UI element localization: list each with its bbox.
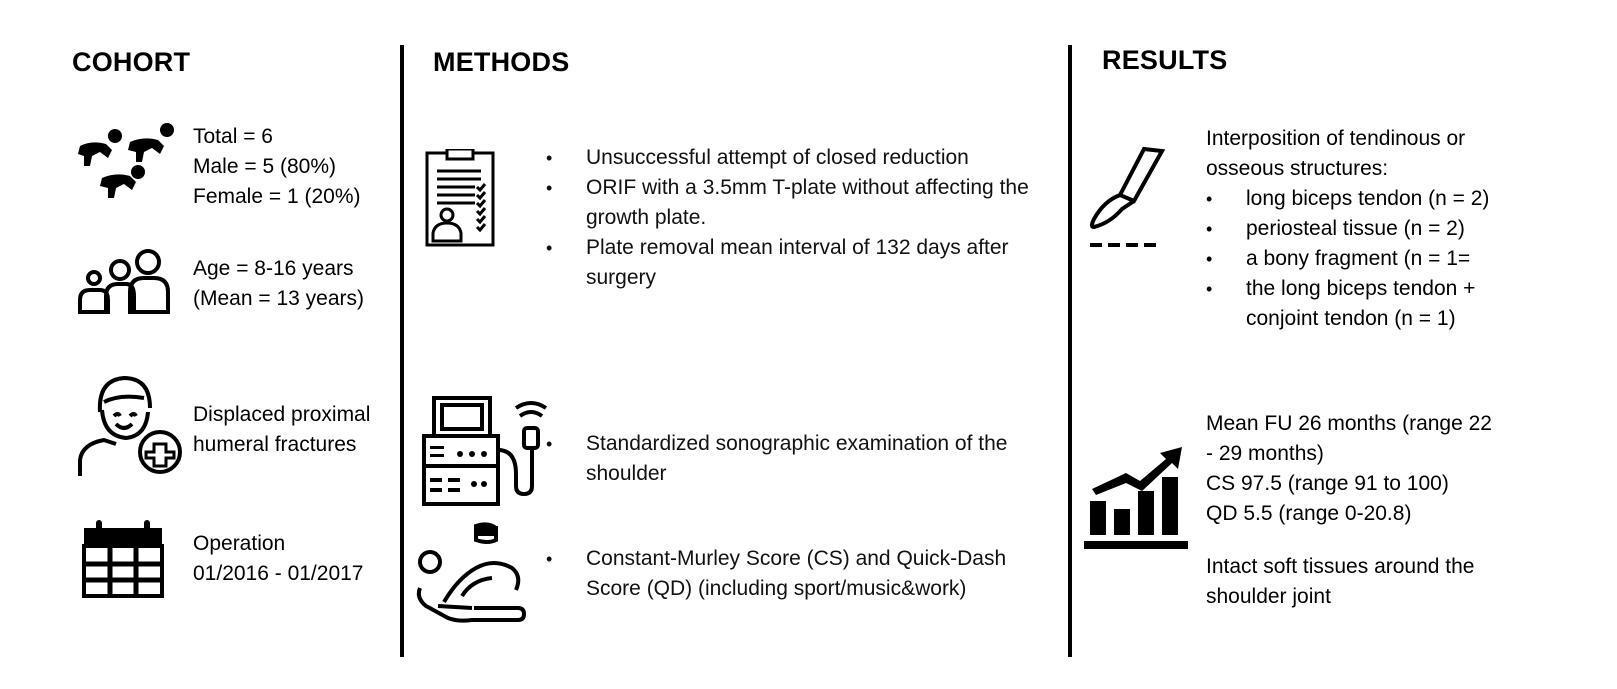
interposition-item [1206,274,1489,334]
bullet-line: • Plate removal mean interval of 132 days after [586,236,1009,259]
results-heading: RESULTS [1102,45,1228,75]
patient-bed-icon [414,518,526,628]
cohort-total: Total = 6 [193,125,273,148]
bullet-line: surgery [586,266,657,289]
cohort-counts [193,122,361,212]
bullet-line: Score (QD) (including sport/music&work) [586,577,967,600]
methods-heading: METHODS [433,47,570,77]
bullet-line: • Standardized sonographic examination of the [586,432,1008,455]
bullet-line: long biceps tendon (n = 2) [1246,187,1490,210]
cohort-operation-dates: 01/2016 - 01/2017 [193,562,364,585]
calendar-icon [82,520,164,598]
cohort-operation [193,529,363,589]
outcome-cs: CS 97.5 (range 91 to 100) [1206,472,1449,495]
bullet-line: • Unsuccessful attempt of closed reduction [586,146,969,169]
patient-medical-icon [74,372,190,480]
soft-tissue-block [1206,552,1475,612]
cohort-female: Female = 1 (20%) [193,185,361,208]
cohort-age-range: Age = 8-16 years [193,257,354,280]
rising-bar-chart-icon [1082,447,1190,551]
interposition-item [1206,214,1489,244]
cohort-age [193,254,364,314]
outcome-qd: QD 5.5 (range 0-20.8) [1206,502,1412,525]
clipboard-document-icon [425,149,495,247]
bullet-plate-removal [546,233,1029,293]
scores-bullet-list [546,544,1006,604]
bullet-line: • Constant-Murley Score (CS) and Quick-Dash [586,547,1007,570]
bullet-line: shoulder [586,462,667,485]
ultrasound-machine-icon [420,394,552,509]
scalpel-icon [1086,143,1170,249]
cohort-diagnosis-line-2: humeral fractures [193,433,357,456]
cohort-diagnosis [193,400,370,460]
bullet-sonography [546,429,1007,489]
interposition-list [1206,184,1489,334]
bullet-line: periosteal tissue (n = 2) [1246,217,1465,240]
outcome-followup-range: - 29 months) [1206,442,1324,465]
bullet-line: a bony fragment (n = 1= [1246,247,1471,270]
interposition-item [1206,244,1489,274]
bullet-orif [546,173,1029,233]
bullet-line: • the long biceps tendon + [1246,277,1476,300]
divider-cohort-methods [400,45,404,657]
cohort-operation-label: Operation [193,532,286,555]
bullet-scores [546,544,1006,604]
crawling-babies-icon [72,120,177,205]
soft-tissue-line-1: Intact soft tissues around the [1206,555,1475,578]
sonography-bullet-list [546,429,1007,489]
outcome-followup: Mean FU 26 months (range 22 [1206,412,1492,435]
cohort-age-mean: (Mean = 13 years) [193,287,364,310]
interposition-intro-line-2: osseous structures: [1206,157,1389,180]
divider-methods-results [1068,45,1072,657]
cohort-male: Male = 5 (80%) [193,155,336,178]
bullet-line: growth plate. [586,206,707,229]
surgery-bullet-list [546,143,1029,293]
group-people-icon [76,248,176,316]
soft-tissue-line-2: shoulder joint [1206,585,1331,608]
outcomes-block [1206,409,1492,529]
bullet-closed-reduction [546,143,1029,173]
cohort-heading: COHORT [72,47,191,77]
cohort-diagnosis-line-1: Displaced proximal [193,403,371,426]
bullet-line: conjoint tendon (n = 1) [1246,307,1456,330]
interposition-item [1206,184,1489,214]
interposition-block [1206,124,1489,334]
interposition-intro-line-1: Interposition of tendinous or [1206,127,1466,150]
bullet-line: • ORIF with a 3.5mm T-plate without affecting the [586,176,1029,199]
